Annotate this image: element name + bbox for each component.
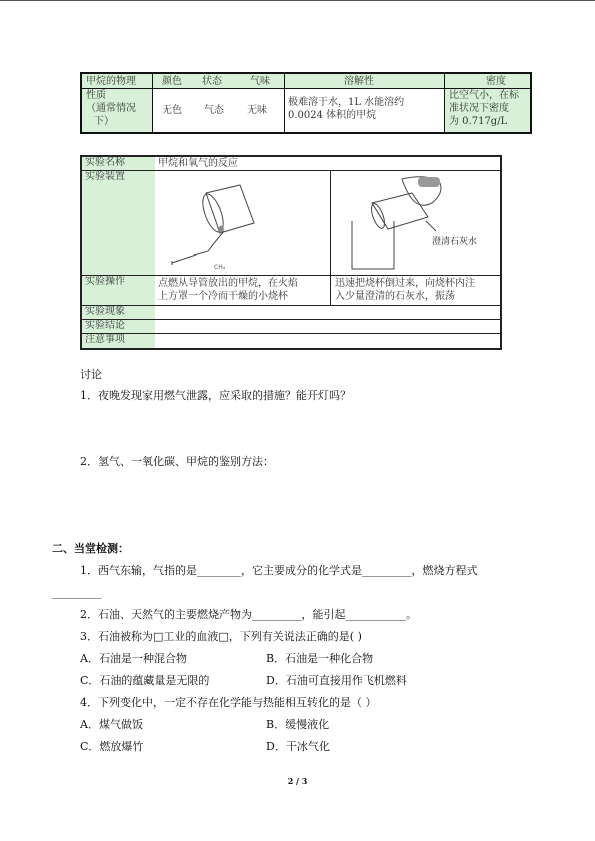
header-physical: 甲烷的物理: [86, 76, 136, 87]
value-solubility: 极难溶于水，1L 水能溶约 0.0024 体积的甲烷: [288, 97, 405, 121]
value-smell: 无味: [247, 105, 267, 116]
row-name: 实验名称 甲烷和氧气的反应: [82, 157, 500, 171]
q4-option-c: C．燃放爆竹: [80, 740, 144, 753]
limewater-label: 澄清石灰水: [432, 237, 478, 247]
section2-q4: 4．下列变化中，一定不存在化学能与热能相互转化的是（ ）: [80, 696, 377, 709]
operation-right: 迅速把烧杯倒过来，向烧杯内注 入少量澄清的石灰水，振荡: [335, 278, 475, 302]
beaker-flame-figure: [154, 173, 328, 273]
q3-option-a: A．石油是一种混合物: [80, 652, 187, 665]
row-notes: 注意事项: [82, 334, 500, 348]
section2-q2: 2．石油、天然气的主要燃烧产物为_________，能引起___________。: [80, 608, 417, 621]
header-density: 密度: [486, 76, 506, 87]
row-phenomenon: 实验现象: [82, 306, 500, 320]
discussion-q1: 1．夜晚发现家用燃气泄露，应采取的措施？能开灯吗？: [80, 389, 351, 402]
q4-option-a: A．煤气做饭: [80, 718, 143, 731]
q3-option-c: C．石油的蕴藏量是无限的: [80, 674, 210, 687]
operation-left: 点燃从导管放出的甲烷，在火焰 上方罩一个冷而干燥的小烧杯: [158, 278, 298, 302]
page-number: 2 / 3: [287, 776, 308, 786]
experiment-name: 甲烷和氧气的反应: [158, 158, 238, 169]
limewater-figure: [332, 173, 500, 273]
experiment-table: [80, 155, 502, 350]
row-apparatus: 实验装置: [82, 171, 500, 276]
header-color: 颜色: [162, 76, 182, 87]
section2-q1b: _________: [52, 586, 102, 599]
header-smell: 气味: [250, 76, 270, 87]
value-color: 无色: [162, 105, 182, 116]
row-conclusion: 实验结论: [82, 320, 500, 334]
q3-option-d: D．石油可直接用作飞机燃料: [266, 674, 407, 687]
section2-title: 二、当堂检测：: [52, 542, 129, 555]
row-label: 性质 （通常情况 下）: [82, 89, 152, 132]
value-density: 比空气小，在标 准状况下密度 为 0.717g/L: [445, 89, 530, 132]
gas-label: CH₄: [214, 264, 226, 271]
section2-q1a: 1．西气东输，气指的是________，它主要成分的化学式是_________，燃烧方程式: [80, 564, 478, 577]
properties-table: [80, 72, 532, 134]
value-state: 气态: [204, 105, 224, 116]
properties-table-header: [82, 74, 530, 89]
q4-option-b: B．缓慢液化: [266, 718, 330, 731]
discussion-title: 讨论: [80, 368, 102, 381]
header-rule: [0, 0, 595, 1]
q4-option-d: D．干冰气化: [266, 740, 330, 753]
header-solubility: 溶解性: [344, 76, 374, 87]
header-state: 状态: [202, 76, 222, 87]
section2-q3: 3．石油被称为□工业的血液□，下列有关说法正确的是( ): [80, 630, 362, 643]
q3-option-b: B．石油是一种化合物: [266, 652, 374, 665]
discussion-q2: 2．氢气、一氧化碳、甲烷的鉴别方法：: [80, 455, 274, 468]
row-operation: 实验操作 点燃从导管放出的甲烷，在火焰 上方罩一个冷而干燥的小烧杯 迅速把烧杯倒过来，向烧杯内注 入少量澄清的石灰水，振荡: [82, 276, 500, 306]
